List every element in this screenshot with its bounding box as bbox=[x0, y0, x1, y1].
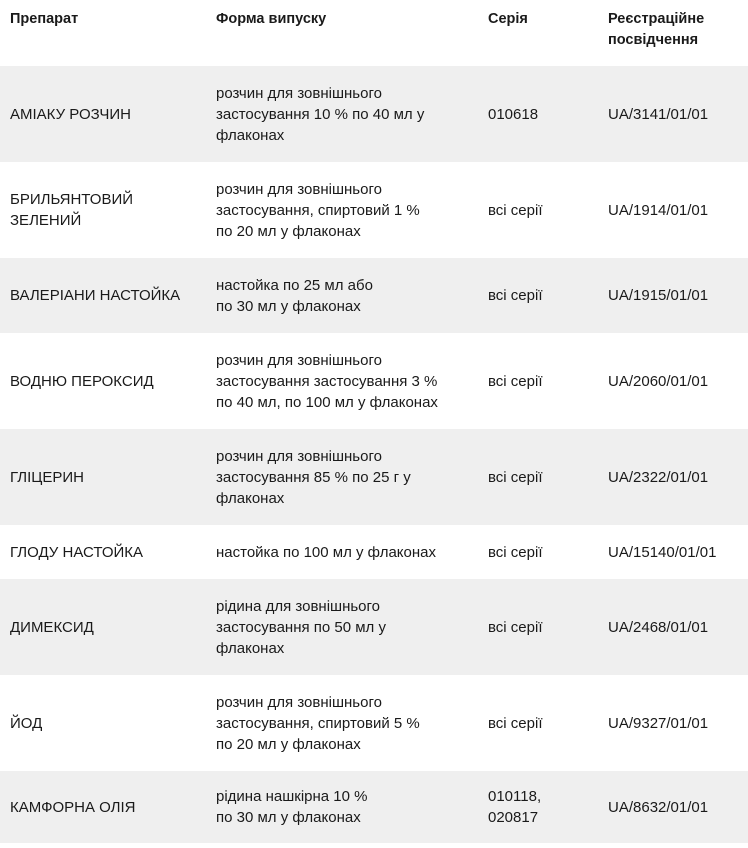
drug-name: ВОДНЮ ПЕРОКСИД bbox=[10, 372, 154, 390]
table-row bbox=[0, 525, 748, 579]
table-row bbox=[0, 675, 748, 771]
release-form: розчин для зовнішнього застосування, спиртовий 1 % по 20 мл у флаконах bbox=[216, 180, 420, 240]
registration-number: UA/2322/01/01 bbox=[608, 468, 709, 486]
series: всі серії bbox=[488, 714, 543, 732]
header-registration: Реєстраційне посвідчення bbox=[608, 11, 705, 48]
drug-name: БРИЛЬЯНТОВИЙ ЗЕЛЕНИЙ bbox=[10, 191, 134, 229]
drug-name: КАМФОРНА ОЛІЯ bbox=[10, 798, 136, 816]
series: всі серії bbox=[488, 201, 543, 219]
series: всі серії bbox=[488, 468, 543, 486]
drug-name: ЙОД bbox=[10, 714, 43, 732]
release-form: настойка по 25 мл або по 30 мл у флаконах bbox=[216, 276, 373, 315]
table-row bbox=[0, 258, 748, 333]
drug-name: ГЛОДУ НАСТОЙКА bbox=[10, 543, 144, 561]
table-row bbox=[0, 333, 748, 429]
header-drug: Препарат bbox=[10, 11, 79, 27]
release-form: рідина для зовнішнього застосування по 50 мл у флаконах bbox=[216, 597, 386, 657]
registration-number: UA/2468/01/01 bbox=[608, 618, 709, 636]
release-form: розчин для зовнішнього застосування, спиртовий 5 % по 20 мл у флаконах bbox=[216, 693, 420, 753]
registration-number: UA/3141/01/01 bbox=[608, 105, 709, 123]
drug-name: АМІАКУ РОЗЧИН bbox=[10, 105, 131, 123]
table-row bbox=[0, 771, 748, 843]
release-form: розчин для зовнішнього застосування застосування 3 % по 40 мл, по 100 мл у флаконах bbox=[216, 351, 438, 411]
registration-number: UA/9327/01/01 bbox=[608, 714, 709, 732]
table-row bbox=[0, 579, 748, 675]
registration-number: UA/2060/01/01 bbox=[608, 372, 709, 390]
series: 010118, 020817 bbox=[488, 788, 542, 826]
registration-number: UA/1914/01/01 bbox=[608, 201, 709, 219]
series: всі серії bbox=[488, 372, 543, 390]
drug-name: ДИМЕКСИД bbox=[10, 618, 94, 636]
series: всі серії bbox=[488, 618, 543, 636]
release-form: настойка по 100 мл у флаконах bbox=[216, 543, 436, 561]
table-header-row bbox=[0, 0, 748, 66]
release-form: розчин для зовнішнього застосування 85 % по 25 г у флаконах bbox=[216, 447, 411, 507]
release-form: розчин для зовнішнього застосування 10 % по 40 мл у флаконах bbox=[216, 84, 425, 144]
table-row bbox=[0, 66, 748, 162]
registration-number: UA/15140/01/01 bbox=[608, 543, 717, 561]
drug-name: ВАЛЕРІАНИ НАСТОЙКА bbox=[10, 287, 181, 304]
header-series: Серія bbox=[488, 11, 528, 27]
registration-number: UA/8632/01/01 bbox=[608, 798, 709, 816]
registration-number: UA/1915/01/01 bbox=[608, 287, 709, 304]
drug-name: ГЛІЦЕРИН bbox=[10, 468, 85, 486]
series: всі серії bbox=[488, 287, 543, 304]
series: всі серії bbox=[488, 543, 543, 561]
table-row bbox=[0, 162, 748, 258]
header-form: Форма випуску bbox=[216, 11, 327, 27]
release-form: рідина нашкірна 10 % по 30 мл у флаконах bbox=[216, 788, 368, 826]
table-row bbox=[0, 429, 748, 525]
series: 010618 bbox=[488, 105, 539, 123]
